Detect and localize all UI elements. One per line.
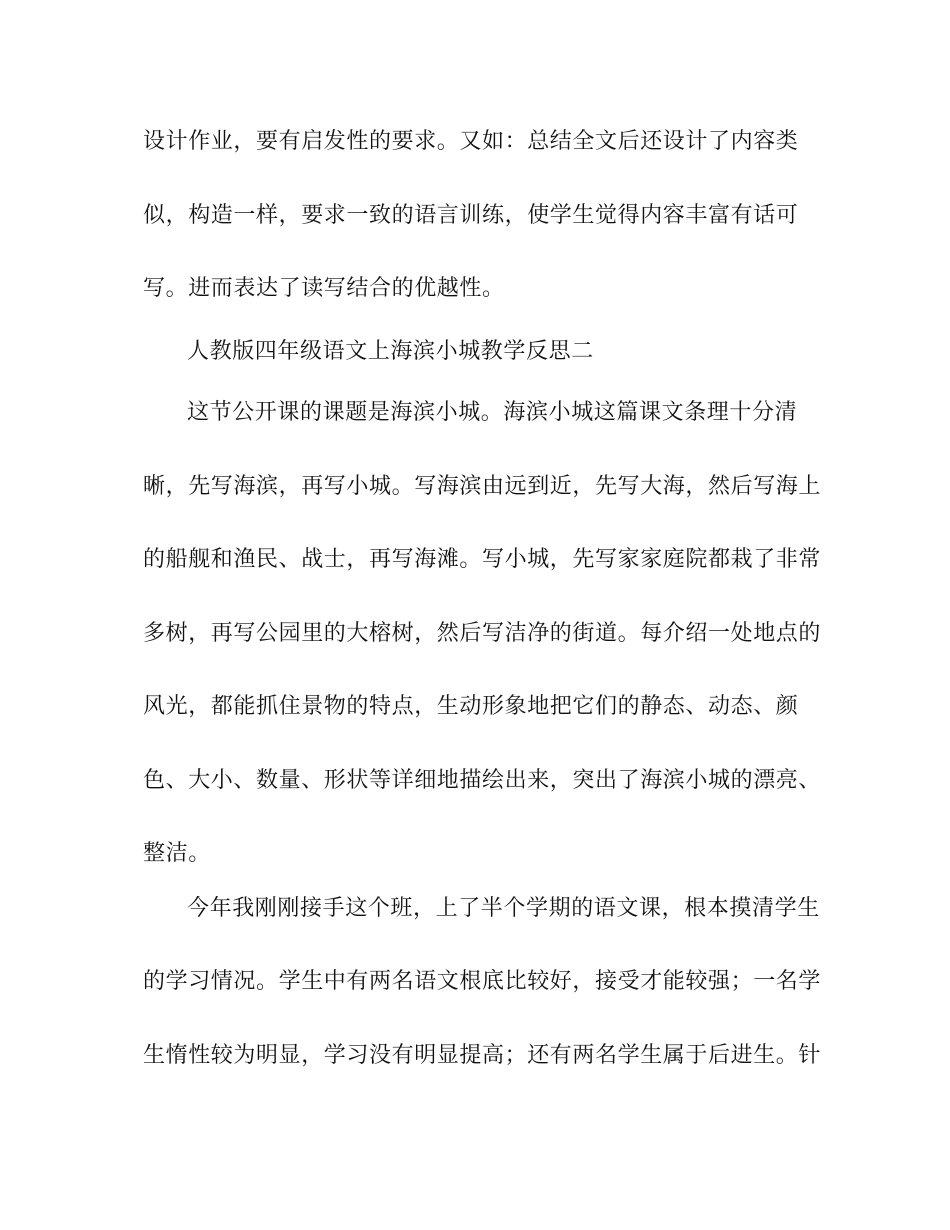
paragraph-line: 似，构造一样，要求一致的语言训练，使学生觉得内容丰富有话可 xyxy=(143,203,799,228)
paragraph-line: 写。进而表达了读写结合的优越性。 xyxy=(143,276,505,301)
paragraph-line: 的学习情况。学生中有两名语文根底比较好，接受才能较强；一名学 xyxy=(143,969,822,994)
paragraph-line: 设计作业，要有启发性的要求。又如：总结全文后还设计了内容类 xyxy=(143,129,799,154)
paragraph-line: 晰，先写海滨，再写小城。写海滨由远到近，先写大海，然后写海上 xyxy=(143,474,822,499)
paragraph-line: 整洁。 xyxy=(143,841,211,866)
paragraph-line: 多树，再写公园里的大榕树，然后写洁净的街道。每介绍一处地点的 xyxy=(143,621,822,646)
paragraph-line: 今年我刚刚接手这个班，上了半个学期的语文课，根本摸清学生 xyxy=(187,896,820,921)
paragraph-line: 生惰性较为明显，学习没有明显提高；还有两名学生属于后进生。针 xyxy=(143,1043,822,1068)
paragraph-line: 色、大小、数量、形状等详细地描绘出来，突出了海滨小城的漂亮、 xyxy=(143,768,822,793)
paragraph-line: 这节公开课的课题是海滨小城。海滨小城这篇课文条理十分清 xyxy=(187,400,798,425)
paragraph-line: 的船舰和渔民、战士，再写海滩。写小城，先写家家庭院都栽了非常 xyxy=(143,547,822,572)
section-title: 人教版四年级语文上海滨小城教学反思二 xyxy=(187,339,594,364)
paragraph-line: 风光，都能抓住景物的特点，生动形象地把它们的静态、动态、颜 xyxy=(143,694,799,719)
